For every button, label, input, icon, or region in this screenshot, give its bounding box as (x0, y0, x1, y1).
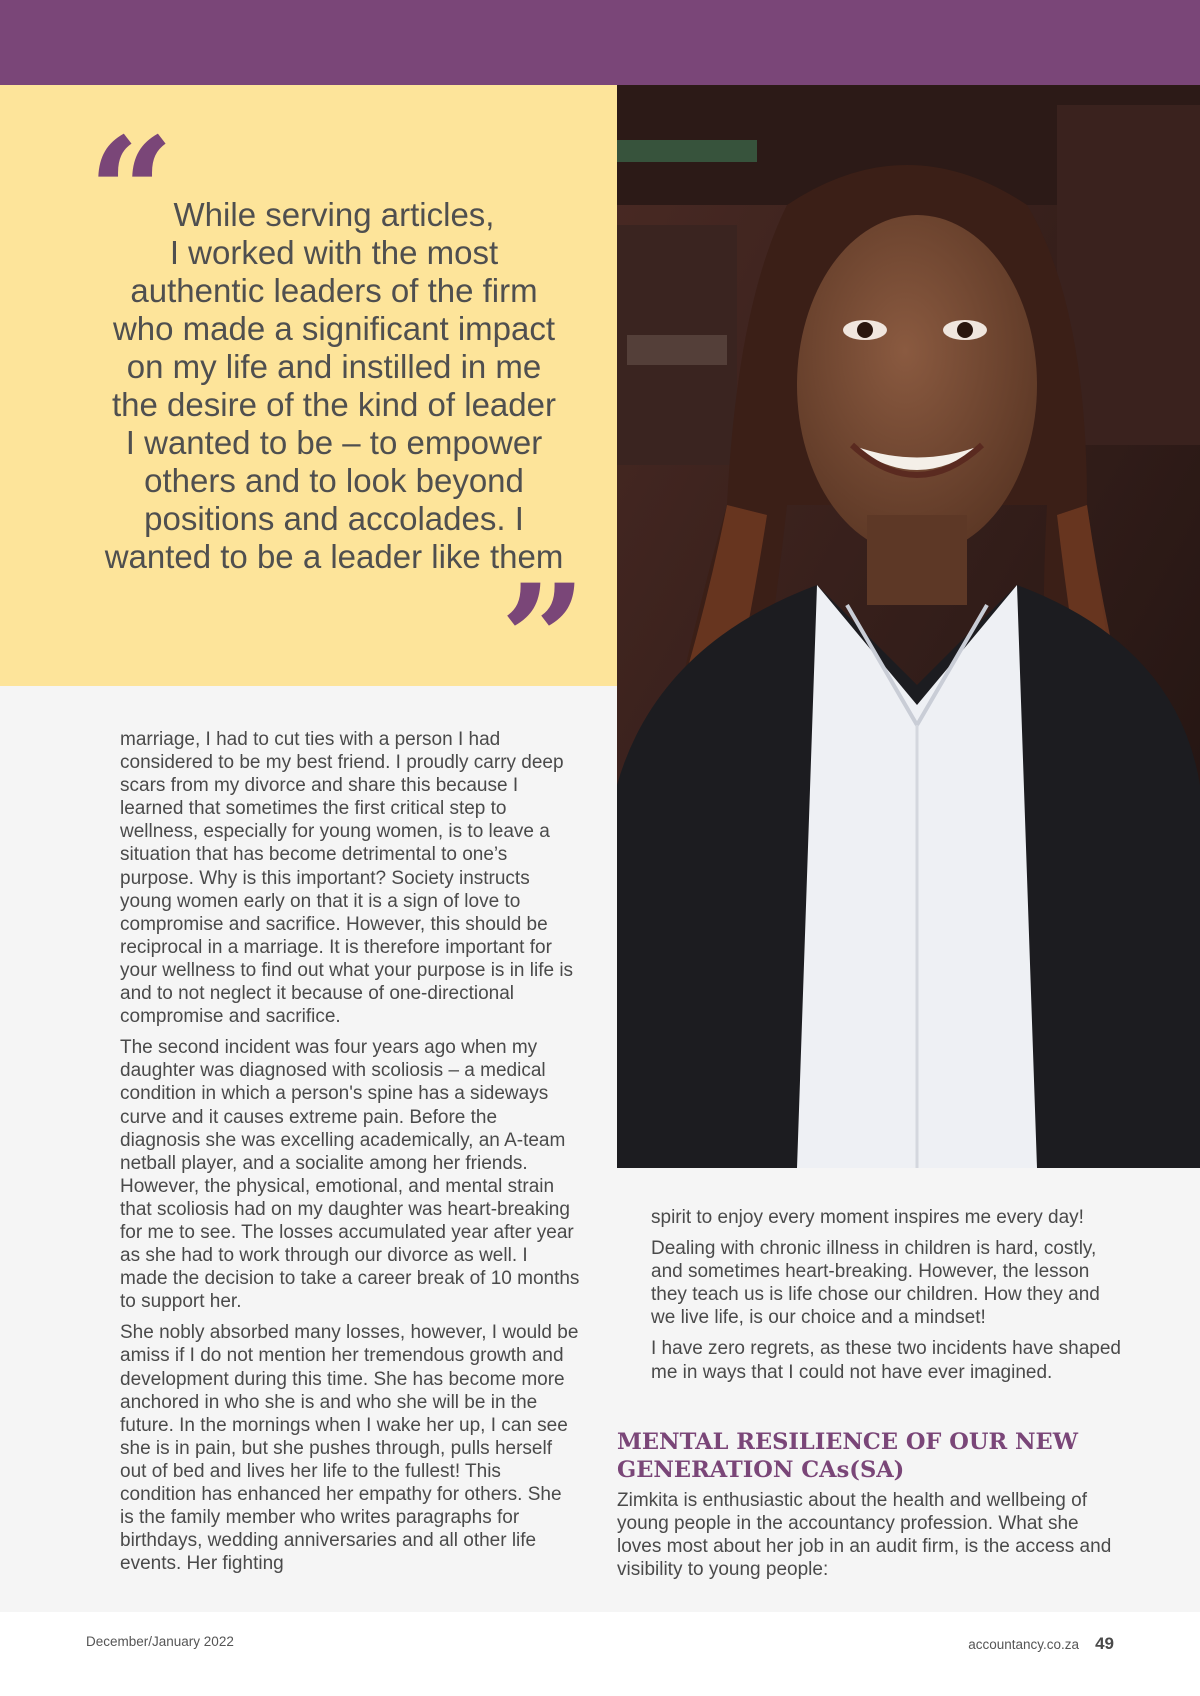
footer-right (968, 1634, 1114, 1654)
pull-quote-line: others and to look beyond (144, 462, 524, 499)
left-text-column (120, 728, 580, 1583)
pull-quote-line: I wanted to be – to empower (125, 424, 543, 461)
pull-quote-line: who made a significant impact (112, 310, 556, 347)
pull-quote-text (80, 196, 588, 576)
pull-quote-line: authentic leaders of the firm (130, 272, 538, 309)
pull-quote-line: wanted to be a leader like them (104, 538, 564, 575)
section-heading-line: MENTAL RESILIENCE OF OUR NEW (617, 1429, 1078, 1455)
right-text-column (651, 1206, 1121, 1392)
section-heading-line: GENERATION CAs(SA) (617, 1457, 905, 1483)
portrait-photo (617, 85, 1200, 1168)
footer-issue-date: December/January 2022 (86, 1634, 234, 1649)
body-paragraph: marriage, I had to cut ties with a person I had considered to be my best friend. I proudly carry deep scars from my divorce and share this because I learned that sometimes the first critical step to wellness, especially for young women, is to leave a situation that has become detrimental to one’s purpose. Why is this important? Society instructs young women early on that it is a sign of love to compromise and sacrifice. However, this should be reciprocal in a marriage. It is therefore important for your wellness to find out what your purpose is in life is and to not neglect it because of one-directional compromise and sacrifice. (120, 729, 574, 1028)
top-color-band (0, 0, 1200, 85)
body-paragraph: I have zero regrets, as these two incidents have shaped me in ways that I could not have ever imagined. (651, 1338, 1121, 1383)
section-text (617, 1489, 1117, 1589)
pull-quote-line: positions and accolades. I (144, 500, 524, 537)
pull-quote-line: on my life and instilled in me (126, 348, 542, 385)
pull-quote-line: the desire of the kind of leader (112, 386, 556, 423)
section-heading (617, 1428, 1137, 1484)
close-quote-mark-icon: ” (500, 552, 587, 728)
body-paragraph: She nobly absorbed many losses, however, I would be amiss if I do not mention her tremendous growth and development during this time. She has become more anchored in who she is and who she will be in the future. In the mornings when I wake her up, I can see she is in pain, but she pushes through, pulls herself out of bed and lives her life to the fullest! This condition has enhanced her empathy for others. She is the family member who writes paragraphs for birthdays, wedding anniversaries and all other life events. Her fighting (120, 1322, 579, 1575)
body-paragraph: The second incident was four years ago when my daughter was diagnosed with scoliosis – a medical condition in which a person's spine has a sideways curve and it causes extreme pain. Before the diagnosis she was excelling academically, an A-team netball player, and a socialite among her friends. However, the physical, emotional, and mental strain that scoliosis had on my daughter was heart-breaking for me to see. The losses accumulated year after year as she had to work through our divorce as well. I made the decision to take a career break of 10 months to support her. (120, 1037, 580, 1313)
page-number: 49 (1095, 1634, 1114, 1653)
pull-quote-line: While serving articles, (173, 196, 495, 233)
body-paragraph: spirit to enjoy every moment inspires me every day! (651, 1207, 1084, 1228)
open-quote-mark-icon: “ (88, 105, 175, 281)
pull-quote-line: I worked with the most (169, 234, 499, 271)
body-paragraph: Dealing with chronic illness in children is hard, costly, and sometimes heart-breaking. However, the lesson they teach us is life chose our children. How they and we live life, is our choice and a mindset! (651, 1238, 1100, 1329)
footer-website-link[interactable]: accountancy.co.za (968, 1637, 1080, 1652)
body-paragraph: Zimkita is enthusiastic about the health and wellbeing of young people in the accountancy profession. What she loves most about her job in an audit firm, is the access and visibility to young people: (617, 1490, 1112, 1581)
